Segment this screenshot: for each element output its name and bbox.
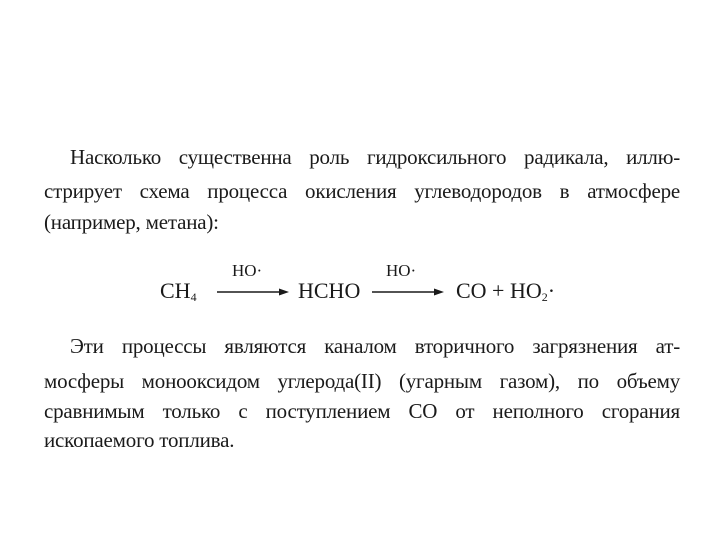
paragraph-2-line-3: сравнимым только с поступлением СО от неполного сгорания (44, 399, 680, 423)
arrow-2-label: HO· (386, 261, 417, 280)
paragraph-2-line-1: Эти процессы являются каналом вторичного загрязнения ат- (70, 334, 680, 358)
intermediate-formaldehyde: HCHO (298, 278, 361, 303)
paragraph-1-line-3: (например, метана): (44, 210, 219, 234)
paragraph-1-line-1: Насколько существенна роль гидроксильного радикала, иллю- (70, 145, 680, 169)
reaction-arrow-2 (372, 288, 444, 296)
reaction-equation (160, 262, 580, 312)
products (456, 278, 555, 310)
reactant-methane (160, 278, 197, 310)
product-formula: CO + HO (456, 278, 542, 303)
paragraph-2-line-4: ископаемого топлива. (44, 428, 235, 452)
product-subscript: 2 (541, 290, 548, 304)
reactant-formula: CH (160, 278, 191, 303)
arrow-1-label: HO· (232, 261, 263, 280)
radical-dot: · (547, 278, 556, 303)
reaction-arrow-1 (217, 288, 289, 296)
reactant-subscript: 4 (190, 290, 197, 304)
paragraph-2-line-2: мосферы монооксидом углерода(II) (угарным газом), по объему (44, 369, 680, 393)
paragraph-1-line-2: стрирует схема процесса окисления углеводородов в атмосфере (44, 179, 680, 203)
